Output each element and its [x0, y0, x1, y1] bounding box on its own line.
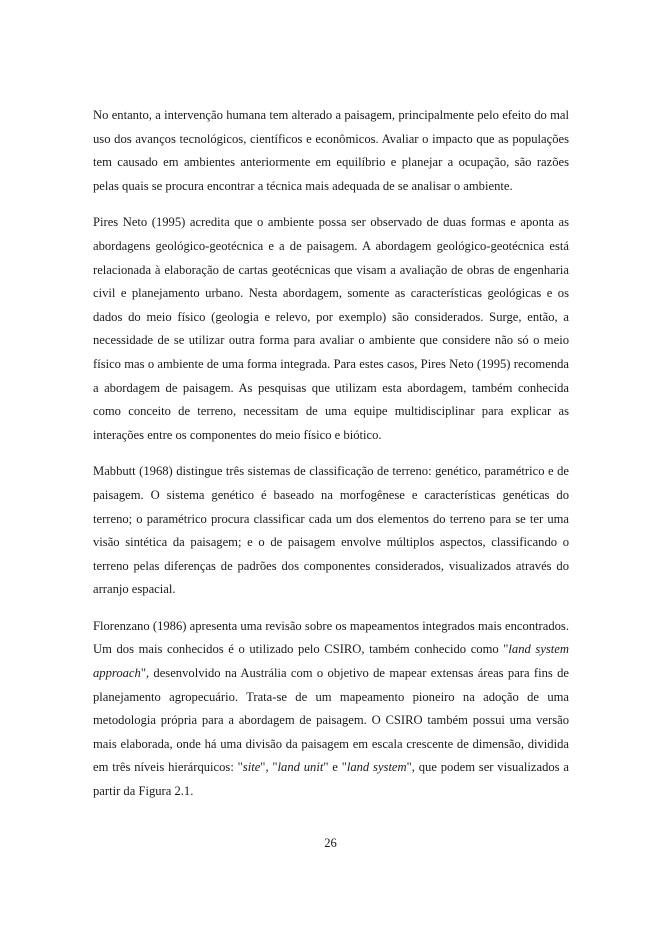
term-land-unit: land unit: [277, 760, 324, 775]
paragraph-2: Pires Neto (1995) acredita que o ambiente possa ser observado de duas formas e aponta as abordagens geológico-geotécnica e a de paisagem. A abordagem geológico-geotécnica está relacionada à elaboração de cartas geotécnicas que visam a avaliação de obras de engenharia civil e planejamento urbano. Nesta abordagem, somente as características geológicas e os dados do meio físico (geologia e relevo, por exemplo) são considerados. Surge, então, a necessidade de se utilizar outra forma para avaliar o ambiente que considere não só o meio físico mas o ambiente de uma forma integrada. Para estes casos, Pires Neto (1995) recomenda a abordagem de paisagem. As pesquisas que utilizam esta abordagem, também conhecida como conceito de terreno, necessitam de uma equipe multidisciplinar para explicar as interações entre os componentes do meio físico e biótico.: [93, 215, 569, 442]
page-number: 26: [324, 836, 337, 850]
paragraph-4-part-d: " e ": [323, 760, 347, 775]
paragraph-4-part-c: ", ": [260, 760, 278, 775]
paragraph-4-part-a: Florenzano (1986) apresenta uma revisão sobre os mapeamentos integrados mais encontrados. Um dos mais conhecidos é o utilizado pelo CSIRO, também conhecido como ": [93, 618, 569, 657]
term-site: site: [242, 760, 261, 775]
paragraph-4-part-e: ", que podem ser visualizados a partir da Figura 2.1.: [93, 760, 569, 799]
paragraph-3: Mabbutt (1968) distingue três sistemas de classificação de terreno: genético, paramétrico e de paisagem. O sistema genético é baseado na morfogênese e características genéticas do terreno; o paramétrico procura classificar cada um dos elementos do terreno para se ter uma visão sintética da paisagem; e o de paisagem envolve múltiplos aspectos, classificando o terreno pelas diferenças de padrões dos componentes considerados, visualizados através do arranjo espacial.: [93, 464, 569, 597]
paragraph-4: [93, 615, 569, 804]
paragraph-4-part-b: ", desenvolvido na Austrália com o objetivo de mapear extensas áreas para fins de planejamento agropecuário. Trata-se de um mapeamento pioneiro na adoção de uma metodologia própria para a abordagem de paisagem. O CSIRO também possui uma versão mais elaborada, onde há uma divisão da paisagem em escala crescente de dimensão, dividida em três níveis hierárquicos: ": [93, 666, 569, 775]
paragraph-1: No entanto, a intervenção humana tem alterado a paisagem, principalmente pelo efeito do mal uso dos avanços tecnológicos, científicos e econômicos. Avaliar o impacto que as populações tem causado em ambientes anteriormente em equilíbrio e planejar a ocupação, são razões pelas quais se procura encontrar a técnica mais adequada de se analisar o ambiente.: [93, 108, 569, 193]
body-text: [93, 104, 569, 817]
term-land-system-approach: land system approach: [93, 642, 569, 681]
term-land-system: land system: [346, 760, 407, 775]
